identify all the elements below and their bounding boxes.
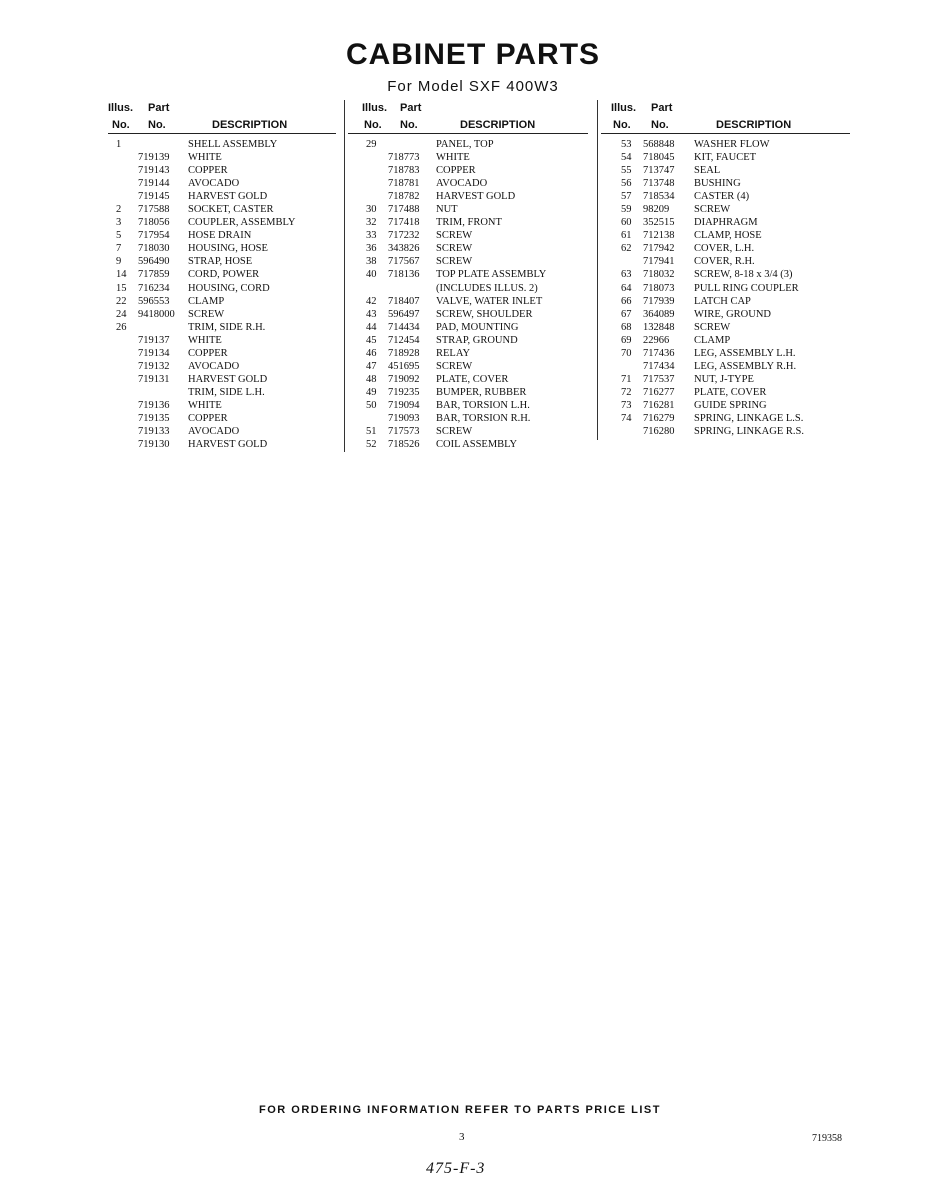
illus-number: 63 xyxy=(621,269,632,281)
part-description: PLATE, COVER xyxy=(694,386,767,398)
part-description: SEAL xyxy=(694,165,721,177)
part-description: KIT, FAUCET xyxy=(694,152,757,164)
part-description: LATCH CAP xyxy=(694,295,751,307)
table-row xyxy=(348,203,588,216)
table-row xyxy=(108,190,336,203)
table-row xyxy=(108,203,336,216)
table-row xyxy=(601,138,850,151)
column-divider xyxy=(344,100,345,452)
header-rule xyxy=(601,133,850,134)
part-number: 716279 xyxy=(643,412,675,424)
part-description: SCREW xyxy=(694,321,731,333)
header-illus-no: No. xyxy=(613,119,631,131)
table-row xyxy=(348,425,588,438)
part-number: 718781 xyxy=(388,178,420,190)
illus-number: 71 xyxy=(621,373,632,385)
table-row xyxy=(348,229,588,242)
part-number: 718045 xyxy=(643,152,675,164)
part-description: HOUSING, HOSE xyxy=(188,243,268,255)
handwritten-note: 475-F-3 xyxy=(426,1160,486,1177)
table-row xyxy=(348,399,588,412)
illus-number: 40 xyxy=(366,269,377,281)
illus-number: 2 xyxy=(116,204,122,216)
table-row xyxy=(601,425,850,438)
part-number: 719131 xyxy=(138,373,170,385)
illus-number: 69 xyxy=(621,334,632,346)
part-description: PAD, MOUNTING xyxy=(436,321,519,333)
part-number: 712138 xyxy=(643,230,675,242)
part-number: 717232 xyxy=(388,230,420,242)
parts-list xyxy=(108,138,336,451)
table-row xyxy=(108,386,336,399)
part-description: NUT, J-TYPE xyxy=(694,373,754,385)
part-description: CASTER (4) xyxy=(694,191,750,203)
header-rule xyxy=(108,133,336,134)
table-row xyxy=(601,347,850,360)
table-row xyxy=(108,282,336,295)
part-description: CLAMP xyxy=(694,334,731,346)
part-number: 718032 xyxy=(643,269,675,281)
part-description: SCREW xyxy=(436,243,473,255)
part-number: 716281 xyxy=(643,399,675,411)
part-number: 718407 xyxy=(388,295,420,307)
part-description: TRIM, SIDE L.H. xyxy=(188,386,265,398)
part-number: 719139 xyxy=(138,152,170,164)
illus-number: 64 xyxy=(621,282,632,294)
illus-number: 14 xyxy=(116,269,127,281)
table-row xyxy=(108,425,336,438)
part-description: HARVEST GOLD xyxy=(188,439,268,451)
part-description: VALVE, WATER INLET xyxy=(436,295,543,307)
illus-number: 43 xyxy=(366,308,377,320)
part-description: AVOCADO xyxy=(188,360,240,372)
table-row xyxy=(108,360,336,373)
part-description: COPPER xyxy=(436,165,476,177)
part-number: 718783 xyxy=(388,165,420,177)
part-number: 716277 xyxy=(643,386,675,398)
illus-number: 51 xyxy=(366,426,377,438)
part-description: BAR, TORSION R.H. xyxy=(436,412,531,424)
illus-number: 68 xyxy=(621,321,632,333)
part-number: 718773 xyxy=(388,152,420,164)
table-row xyxy=(108,229,336,242)
illus-number: 44 xyxy=(366,321,377,333)
part-number: 717567 xyxy=(388,256,420,268)
part-description: WHITE xyxy=(188,152,222,164)
table-row xyxy=(601,360,850,373)
part-description: TRIM, SIDE R.H. xyxy=(188,321,266,333)
table-row xyxy=(348,321,588,334)
table-row xyxy=(108,164,336,177)
part-number: 718073 xyxy=(643,282,675,294)
part-description: DIAPHRAGM xyxy=(694,217,758,229)
table-row xyxy=(348,334,588,347)
illus-number: 50 xyxy=(366,399,377,411)
illus-number: 33 xyxy=(366,230,377,242)
part-description: BUMPER, RUBBER xyxy=(436,386,527,398)
part-description: WIRE, GROUND xyxy=(694,308,771,320)
part-description: COVER, L.H. xyxy=(694,243,755,255)
header-part: Part xyxy=(148,102,170,114)
illus-number: 57 xyxy=(621,191,632,203)
illus-number: 72 xyxy=(621,386,632,398)
part-description: BAR, TORSION L.H. xyxy=(436,399,530,411)
header-illus: Illus. xyxy=(611,102,637,114)
illus-number: 55 xyxy=(621,165,632,177)
part-description: SCREW, 8-18 x 3/4 (3) xyxy=(694,269,793,281)
part-number: 714434 xyxy=(388,321,420,333)
illus-number: 54 xyxy=(621,152,632,164)
part-description: SCREW xyxy=(436,426,473,438)
part-number: 343826 xyxy=(388,243,420,255)
table-row xyxy=(601,412,850,425)
table-row xyxy=(348,190,588,203)
part-number: 719145 xyxy=(138,191,170,203)
part-description: COPPER xyxy=(188,347,228,359)
table-row xyxy=(108,242,336,255)
part-description: SOCKET, CASTER xyxy=(188,204,274,216)
table-row xyxy=(108,151,336,164)
parts-column-1 xyxy=(108,100,336,451)
table-row xyxy=(601,242,850,255)
part-description: AVOCADO xyxy=(188,426,240,438)
table-row xyxy=(601,190,850,203)
table-row xyxy=(348,347,588,360)
column-divider xyxy=(597,100,598,440)
part-description: HOUSING, CORD xyxy=(188,282,270,294)
part-number: 717418 xyxy=(388,217,420,229)
part-description: STRAP, GROUND xyxy=(436,334,518,346)
header-illus: Illus. xyxy=(362,102,388,114)
part-number: 716280 xyxy=(643,426,675,438)
illus-number: 73 xyxy=(621,399,632,411)
part-description: SCREW xyxy=(436,360,473,372)
part-description: CLAMP, HOSE xyxy=(694,230,762,242)
table-row xyxy=(108,177,336,190)
part-description: WASHER FLOW xyxy=(694,139,770,150)
table-row xyxy=(601,295,850,308)
table-row xyxy=(108,295,336,308)
part-number: 717488 xyxy=(388,204,420,216)
illus-number: 38 xyxy=(366,256,377,268)
illus-number: 45 xyxy=(366,334,377,346)
table-row xyxy=(601,229,850,242)
table-row xyxy=(601,334,850,347)
header-part-no: No. xyxy=(148,119,166,131)
table-row xyxy=(108,438,336,451)
part-number: 713747 xyxy=(643,165,675,177)
part-description: BUSHING xyxy=(694,178,741,190)
part-number: 719136 xyxy=(138,399,170,411)
part-description: SCREW xyxy=(436,256,473,268)
part-description: STRAP, HOSE xyxy=(188,256,253,268)
part-description: COVER, R.H. xyxy=(694,256,755,268)
table-row xyxy=(601,399,850,412)
part-number: 451695 xyxy=(388,360,420,372)
table-row xyxy=(348,360,588,373)
part-number: 132848 xyxy=(643,321,675,333)
illus-number: 36 xyxy=(366,243,377,255)
table-row xyxy=(348,295,588,308)
part-number: 717436 xyxy=(643,347,675,359)
table-row xyxy=(108,321,336,334)
part-description: AVOCADO xyxy=(188,178,240,190)
illus-number: 56 xyxy=(621,178,632,190)
header-description: DESCRIPTION xyxy=(460,119,536,131)
part-number: 718030 xyxy=(138,243,170,255)
part-description: WHITE xyxy=(188,334,222,346)
part-description: GUIDE SPRING xyxy=(694,399,767,411)
illus-number: 32 xyxy=(366,217,377,229)
illus-number: 74 xyxy=(621,412,632,424)
part-description: HARVEST GOLD xyxy=(436,191,516,203)
column-header xyxy=(108,100,336,135)
illus-number: 49 xyxy=(366,386,377,398)
illus-number: 48 xyxy=(366,373,377,385)
part-description: CLAMP xyxy=(188,295,225,307)
illus-number: 30 xyxy=(366,204,377,216)
part-number: 719134 xyxy=(138,347,170,359)
part-number: 719137 xyxy=(138,334,170,346)
parts-list xyxy=(348,138,588,451)
part-number: 22966 xyxy=(643,334,670,346)
illus-number: 29 xyxy=(366,139,377,150)
illus-number: 47 xyxy=(366,360,377,372)
part-description: COPPER xyxy=(188,165,228,177)
part-number: 98209 xyxy=(643,204,670,216)
table-row xyxy=(348,151,588,164)
part-description: SCREW, SHOULDER xyxy=(436,308,533,320)
part-description: SCREW xyxy=(188,308,225,320)
part-number: 717434 xyxy=(643,360,675,372)
illus-number: 53 xyxy=(621,139,632,150)
part-number: 717939 xyxy=(643,295,675,307)
part-number: 718928 xyxy=(388,347,420,359)
table-row xyxy=(601,164,850,177)
document-number: 719358 xyxy=(812,1133,842,1144)
part-description: RELAY xyxy=(436,347,471,359)
illus-number: 24 xyxy=(116,308,127,320)
part-number: 717573 xyxy=(388,426,420,438)
illus-number: 42 xyxy=(366,295,377,307)
parts-column-3 xyxy=(601,100,850,438)
part-number: 596553 xyxy=(138,295,170,307)
illus-number: 7 xyxy=(116,243,122,255)
part-description: HOSE DRAIN xyxy=(188,230,252,242)
header-illus-no: No. xyxy=(112,119,130,131)
part-description: COUPLER, ASSEMBLY xyxy=(188,217,296,229)
header-part-no: No. xyxy=(651,119,669,131)
illus-number: 1 xyxy=(116,139,122,150)
table-row xyxy=(348,164,588,177)
part-number: 712454 xyxy=(388,334,420,346)
illus-number: 59 xyxy=(621,204,632,216)
table-row xyxy=(108,216,336,229)
part-number: 717859 xyxy=(138,269,170,281)
part-description: SCREW xyxy=(436,230,473,242)
illus-number: 5 xyxy=(116,230,122,242)
part-number: 719144 xyxy=(138,178,170,190)
part-number: 352515 xyxy=(643,217,675,229)
table-row xyxy=(601,282,850,295)
part-number: 719235 xyxy=(388,386,420,398)
table-row xyxy=(348,216,588,229)
illus-number: 26 xyxy=(116,321,127,333)
part-description: TOP PLATE ASSEMBLY xyxy=(436,269,547,281)
table-row xyxy=(108,412,336,425)
part-number: 717941 xyxy=(643,256,675,268)
part-number: 9418000 xyxy=(138,308,175,320)
part-number: 719130 xyxy=(138,439,170,451)
part-number: 717954 xyxy=(138,230,170,242)
part-description: PLATE, COVER xyxy=(436,373,509,385)
table-row xyxy=(108,255,336,268)
part-description: HARVEST GOLD xyxy=(188,373,268,385)
part-number: 717537 xyxy=(643,373,675,385)
header-description: DESCRIPTION xyxy=(716,119,792,131)
part-description: CORD, POWER xyxy=(188,269,260,281)
table-row xyxy=(601,386,850,399)
table-row xyxy=(348,255,588,268)
part-description: PANEL, TOP xyxy=(436,139,494,150)
part-description: (INCLUDES ILLUS. 2) xyxy=(436,282,538,294)
illus-number: 15 xyxy=(116,282,127,294)
table-row xyxy=(601,321,850,334)
illus-number: 22 xyxy=(116,295,127,307)
part-number: 718056 xyxy=(138,217,170,229)
part-description: SPRING, LINKAGE R.S. xyxy=(694,426,804,438)
table-row xyxy=(601,151,850,164)
table-row xyxy=(348,373,588,386)
header-rule xyxy=(348,133,588,134)
table-row xyxy=(348,412,588,425)
table-row xyxy=(348,282,588,295)
table-row xyxy=(601,373,850,386)
part-description: HARVEST GOLD xyxy=(188,191,268,203)
header-illus: Illus. xyxy=(108,102,134,114)
column-header xyxy=(348,100,588,135)
table-row xyxy=(108,138,336,151)
part-description: WHITE xyxy=(188,399,222,411)
illus-number: 62 xyxy=(621,243,632,255)
table-row xyxy=(348,242,588,255)
part-number: 717942 xyxy=(643,243,675,255)
table-row xyxy=(108,373,336,386)
part-number: 596497 xyxy=(388,308,420,320)
illus-number: 46 xyxy=(366,347,377,359)
part-number: 719094 xyxy=(388,399,420,411)
parts-column-2 xyxy=(348,100,588,451)
part-number: 596490 xyxy=(138,256,170,268)
table-row xyxy=(108,399,336,412)
part-number: 568848 xyxy=(643,139,675,150)
illus-number: 61 xyxy=(621,230,632,242)
header-part-no: No. xyxy=(400,119,418,131)
page-title: CABINET PARTS xyxy=(345,38,601,71)
column-header xyxy=(601,100,850,135)
part-number: 719093 xyxy=(388,412,420,424)
part-number: 718534 xyxy=(643,191,675,203)
table-row xyxy=(601,308,850,321)
table-row xyxy=(108,268,336,281)
part-number: 718136 xyxy=(388,269,420,281)
table-row xyxy=(348,138,588,151)
table-row xyxy=(601,268,850,281)
table-row xyxy=(601,216,850,229)
part-description: NUT xyxy=(436,204,458,216)
part-description: COPPER xyxy=(188,412,228,424)
part-number: 713748 xyxy=(643,178,675,190)
ordering-footer: FOR ORDERING INFORMATION REFER TO PARTS PRICE LIST xyxy=(259,1104,661,1116)
part-description: TRIM, FRONT xyxy=(436,217,502,229)
part-number: 719092 xyxy=(388,373,420,385)
part-number: 719132 xyxy=(138,360,170,372)
table-row xyxy=(348,177,588,190)
part-description: COIL ASSEMBLY xyxy=(436,439,518,451)
part-description: AVOCADO xyxy=(436,178,488,190)
part-number: 719135 xyxy=(138,412,170,424)
table-row xyxy=(108,308,336,321)
part-description: LEG, ASSEMBLY R.H. xyxy=(694,360,797,372)
illus-number: 52 xyxy=(366,439,377,451)
table-row xyxy=(348,268,588,281)
table-row xyxy=(348,386,588,399)
part-number: 718782 xyxy=(388,191,420,203)
part-description: SPRING, LINKAGE L.S. xyxy=(694,412,804,424)
illus-number: 60 xyxy=(621,217,632,229)
illus-number: 9 xyxy=(116,256,122,268)
part-number: 718526 xyxy=(388,439,420,451)
table-row xyxy=(348,308,588,321)
table-row xyxy=(108,347,336,360)
table-row xyxy=(348,438,588,451)
header-description: DESCRIPTION xyxy=(212,119,288,131)
page-number: 3 xyxy=(459,1131,465,1143)
illus-number: 3 xyxy=(116,217,122,229)
part-number: 716234 xyxy=(138,282,170,294)
part-number: 719143 xyxy=(138,165,170,177)
part-description: PULL RING COUPLER xyxy=(694,282,799,294)
header-part: Part xyxy=(651,102,673,114)
part-description: WHITE xyxy=(436,152,470,164)
parts-list xyxy=(601,138,850,438)
part-description: SHELL ASSEMBLY xyxy=(188,139,278,150)
part-number: 717588 xyxy=(138,204,170,216)
illus-number: 67 xyxy=(621,308,632,320)
table-row xyxy=(601,177,850,190)
part-description: LEG, ASSEMBLY L.H. xyxy=(694,347,796,359)
table-row xyxy=(601,255,850,268)
illus-number: 66 xyxy=(621,295,632,307)
table-row xyxy=(108,334,336,347)
illus-number: 70 xyxy=(621,347,632,359)
part-description: SCREW xyxy=(694,204,731,216)
header-illus-no: No. xyxy=(364,119,382,131)
table-row xyxy=(601,203,850,216)
model-subtitle: For Model SXF 400W3 xyxy=(387,78,559,95)
part-number: 719133 xyxy=(138,426,170,438)
part-number: 364089 xyxy=(643,308,675,320)
header-part: Part xyxy=(400,102,422,114)
